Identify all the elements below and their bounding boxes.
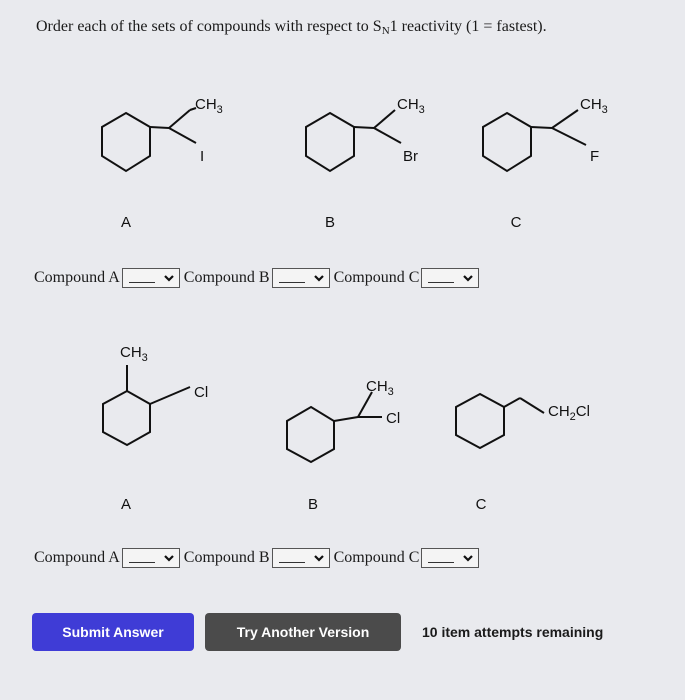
set2-answer-row: [34, 546, 483, 570]
set1-compound-b-select[interactable]: [272, 268, 330, 288]
question-suffix: 1 reactivity (1 = fastest).: [389, 18, 547, 35]
set1-compound-c-select[interactable]: [421, 268, 479, 288]
set2-compound-a-select[interactable]: [122, 548, 180, 568]
set1-b-halogen: Br: [403, 148, 418, 165]
set1-c-halogen: F: [590, 148, 600, 165]
set1-c-ch3: $CH_3$: [580, 96, 608, 116]
set2-compound-c-label: Compound C: [333, 549, 420, 566]
set2-compound-b-structure: [268, 365, 428, 485]
try-another-version-button[interactable]: Try Another Version: [205, 613, 401, 651]
chevron-down-icon: [314, 553, 324, 563]
set1-a-halogen: I: [200, 148, 205, 165]
set2-label-a: A: [120, 496, 131, 513]
chevron-down-icon: [314, 273, 324, 283]
set1-label-a: A: [120, 214, 131, 231]
set1-label-b: B: [324, 214, 335, 231]
set2-label-b: B: [307, 496, 318, 513]
set1-compound-a-structure: [80, 85, 223, 200]
set1-compound-b-structure: [285, 85, 435, 200]
chevron-down-icon: [164, 553, 174, 563]
question-subscript: N: [381, 25, 390, 37]
set1-compound-c-structure: [460, 85, 630, 200]
set2-a-halogen: Cl: [194, 384, 209, 401]
set2-b-halogen: Cl: [386, 410, 401, 427]
chevron-down-icon: [463, 553, 473, 563]
set1-compound-a-label: Compound A: [34, 269, 120, 286]
set2-compound-a-label: Compound A: [34, 549, 120, 566]
set1-label-c: C: [510, 214, 522, 231]
question-text: [36, 18, 547, 37]
attempts-remaining-text: 10 item attempts remaining: [422, 624, 604, 640]
set2-b-ch3: $CH_3$: [366, 378, 394, 398]
set2-c-ch2cl: $CH_2Cl$: [548, 403, 590, 423]
set2-compound-b-label: Compound B: [183, 549, 270, 566]
set2-compound-c-select[interactable]: [421, 548, 479, 568]
set1-compound-c-label: Compound C: [333, 269, 420, 286]
submit-answer-button[interactable]: Submit Answer: [32, 613, 194, 651]
set1-answer-row: [34, 266, 483, 290]
set2-compound-a-structure: [80, 335, 230, 485]
set2-compound-c-structure: [430, 380, 630, 480]
chevron-down-icon: [463, 273, 473, 283]
set1-b-ch3: $CH_3$: [397, 96, 425, 116]
set1-compound-a-select[interactable]: [122, 268, 180, 288]
set2-compound-b-select[interactable]: [272, 548, 330, 568]
chevron-down-icon: [164, 273, 174, 283]
set2-label-c: C: [475, 496, 487, 513]
set2-a-ch3: $CH_3$: [120, 344, 148, 364]
set1-a-ch3: $CH_3$: [195, 96, 223, 116]
question-prefix: Order each of the sets of compounds with respect to S: [36, 18, 382, 35]
set1-compound-b-label: Compound B: [183, 269, 270, 286]
